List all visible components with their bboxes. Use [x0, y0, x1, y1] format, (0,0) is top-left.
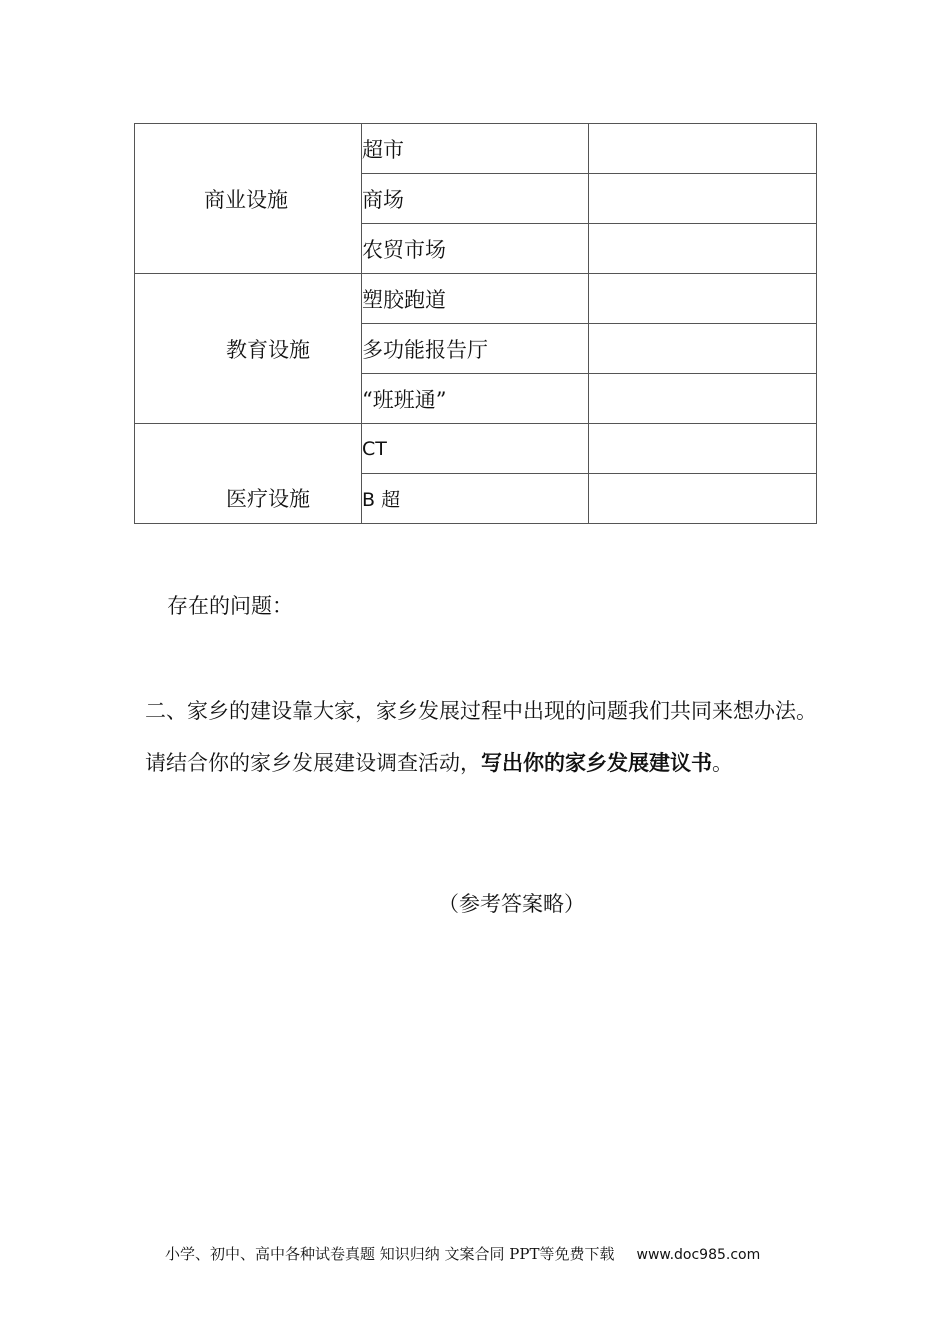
- answer-cell[interactable]: [589, 374, 817, 424]
- table-row: [135, 124, 817, 174]
- item-cell: 农贸市场: [362, 224, 589, 274]
- problems-label: 存在的问题：: [167, 594, 293, 618]
- item-cell: 商场: [362, 174, 589, 224]
- section-two-text: 二、家乡的建设靠大家，家乡发展过程中出现的问题我们共同来想办法。请结合你的家乡发展建设调查活动，: [145, 699, 817, 775]
- footer-url[interactable]: www.doc985.com: [636, 1247, 761, 1263]
- table-row: [135, 424, 817, 474]
- facility-survey-table: [134, 123, 817, 524]
- section-two-paragraph: [145, 686, 825, 789]
- footer-text: 小学、初中、高中各种试卷真题 知识归纳 文案合同 PPT等免费下载: [165, 1245, 615, 1263]
- item-cell: 超市: [362, 124, 589, 174]
- item-cell: B 超: [362, 474, 589, 524]
- answer-cell[interactable]: [589, 324, 817, 374]
- category-cell-medical: [135, 424, 362, 524]
- answer-cell[interactable]: [589, 424, 817, 474]
- item-cell: CT: [362, 424, 589, 474]
- category-label: 教育设施: [226, 337, 310, 362]
- answer-cell[interactable]: [589, 274, 817, 324]
- category-cell-commercial: [135, 124, 362, 274]
- category-label: 医疗设施: [226, 487, 310, 511]
- answer-note: （参考答案略）: [438, 892, 585, 916]
- category-cell-education: [135, 274, 362, 424]
- item-cell: “班班通”: [362, 374, 589, 424]
- item-cell: 塑胶跑道: [362, 274, 589, 324]
- answer-cell[interactable]: [589, 174, 817, 224]
- section-two-end: 。: [712, 751, 733, 775]
- item-cell: 多功能报告厅: [362, 324, 589, 374]
- answer-cell[interactable]: [589, 224, 817, 274]
- answer-cell[interactable]: [589, 474, 817, 524]
- answer-cell[interactable]: [589, 124, 817, 174]
- section-two-bold-text: 写出你的家乡发展建议书: [481, 750, 712, 775]
- category-label: 商业设施: [204, 187, 288, 212]
- footer: [165, 1243, 760, 1264]
- table-row: [135, 274, 817, 324]
